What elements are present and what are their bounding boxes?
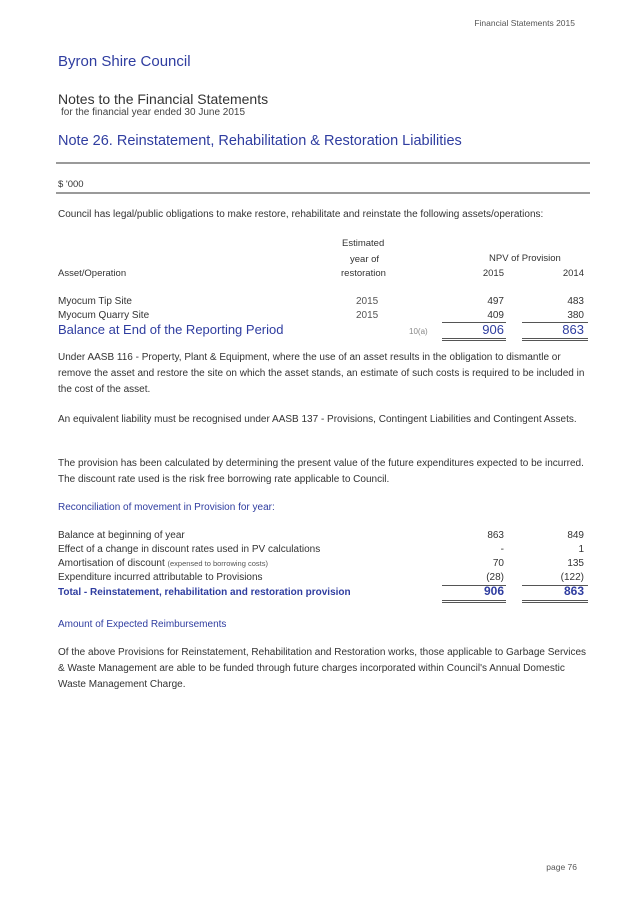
total-double-rule <box>522 338 588 341</box>
intro-paragraph: Council has legal/public obligations to make restore, rehabilitate and reinstate the following assets/operations: <box>58 209 544 220</box>
page-number: page 76 <box>546 862 577 872</box>
value-2015: 409 <box>487 310 504 321</box>
total-double-rule <box>442 600 506 603</box>
col-asset: Asset/Operation <box>58 268 127 279</box>
units-label: $ '000 <box>58 179 84 190</box>
period-subtitle: for the financial year ended 30 June 2015 <box>61 107 246 118</box>
reimbursements-paragraph: Of the above Provisions for Reinstatement, Rehabilitation and Restoration works, those applicable to Garbage Services & Waste Management are able to be funded through future charges incorporated within Council's Annual Domestic Waste Management Charge. <box>58 647 587 690</box>
recon-2014: 849 <box>567 530 584 541</box>
reimbursements-heading: Amount of Expected Reimbursements <box>58 619 227 630</box>
recon-2015: 863 <box>487 530 504 541</box>
asset-name: Myocum Quarry Site <box>58 310 150 321</box>
paragraph-aasb116: Under AASB 116 - Property, Plant & Equipment, where the use of an asset results in the obligation to dismantle or remove the asset and restore the site on which the asset stands, an estimate of such costs is required to be included in the cost of the asset. <box>58 352 585 395</box>
document-title: Financial Statements 2015 <box>474 18 575 28</box>
asset-name: Myocum Tip Site <box>58 296 132 307</box>
restoration-year: 2015 <box>356 296 379 307</box>
balance-total-label: Balance at End of the Reporting Period <box>58 322 284 337</box>
total-double-rule <box>522 600 588 603</box>
recon-total-label: Total - Reinstatement, rehabilitation and restoration provision <box>58 587 351 598</box>
recon-2014: 1 <box>578 544 584 555</box>
notes-title: Notes to the Financial Statements <box>58 91 269 107</box>
note-reference: 10(a) <box>409 327 428 336</box>
col-2014: 2014 <box>562 268 584 279</box>
value-2014: 380 <box>567 310 584 321</box>
recon-label-text: Amortisation of discount <box>58 558 165 569</box>
note-title: Note 26. Reinstatement, Rehabilitation & Restoration Liabilities <box>58 133 462 149</box>
units-divider <box>56 192 590 194</box>
recon-2014: (122) <box>560 572 584 583</box>
value-2015: 497 <box>487 296 504 307</box>
restoration-year: 2015 <box>356 310 379 321</box>
paragraph-calculation: The provision has been calculated by determining the present value of the future expenditures expected to be incurred. The discount rate used is the risk free borrowing rate applicable to Council. <box>58 458 584 485</box>
reconciliation-heading: Reconciliation of movement in Provision for year: <box>58 502 275 513</box>
col-restoration: restoration <box>341 268 386 279</box>
value-2014: 483 <box>567 296 584 307</box>
header-divider <box>56 162 590 164</box>
council-name: Byron Shire Council <box>58 53 191 70</box>
recon-label <box>58 558 268 569</box>
recon-2015: (28) <box>486 572 504 583</box>
total-double-rule <box>442 338 506 341</box>
col-2015: 2015 <box>482 268 504 279</box>
balance-total-2015: 906 <box>482 322 504 337</box>
col-year-of: year of <box>350 254 380 265</box>
recon-label: Expenditure incurred attributable to Provisions <box>58 572 263 583</box>
recon-2014: 135 <box>567 558 584 569</box>
recon-total-2015: 906 <box>483 584 504 598</box>
recon-total-2014: 863 <box>563 584 584 598</box>
recon-label: Effect of a change in discount rates used in PV calculations <box>58 544 321 555</box>
recon-2015: 70 <box>492 558 504 569</box>
recon-2015: - <box>500 544 504 555</box>
col-npv: NPV of Provision <box>489 253 561 264</box>
col-estimated: Estimated <box>342 238 385 249</box>
balance-total-2014: 863 <box>562 322 584 337</box>
recon-label: Balance at beginning of year <box>58 530 185 541</box>
recon-label-note: (expensed to borrowing costs) <box>167 559 268 568</box>
paragraph-aasb137: An equivalent liability must be recognised under AASB 137 - Provisions, Contingent Liabilities and Contingent Assets. <box>58 414 577 425</box>
